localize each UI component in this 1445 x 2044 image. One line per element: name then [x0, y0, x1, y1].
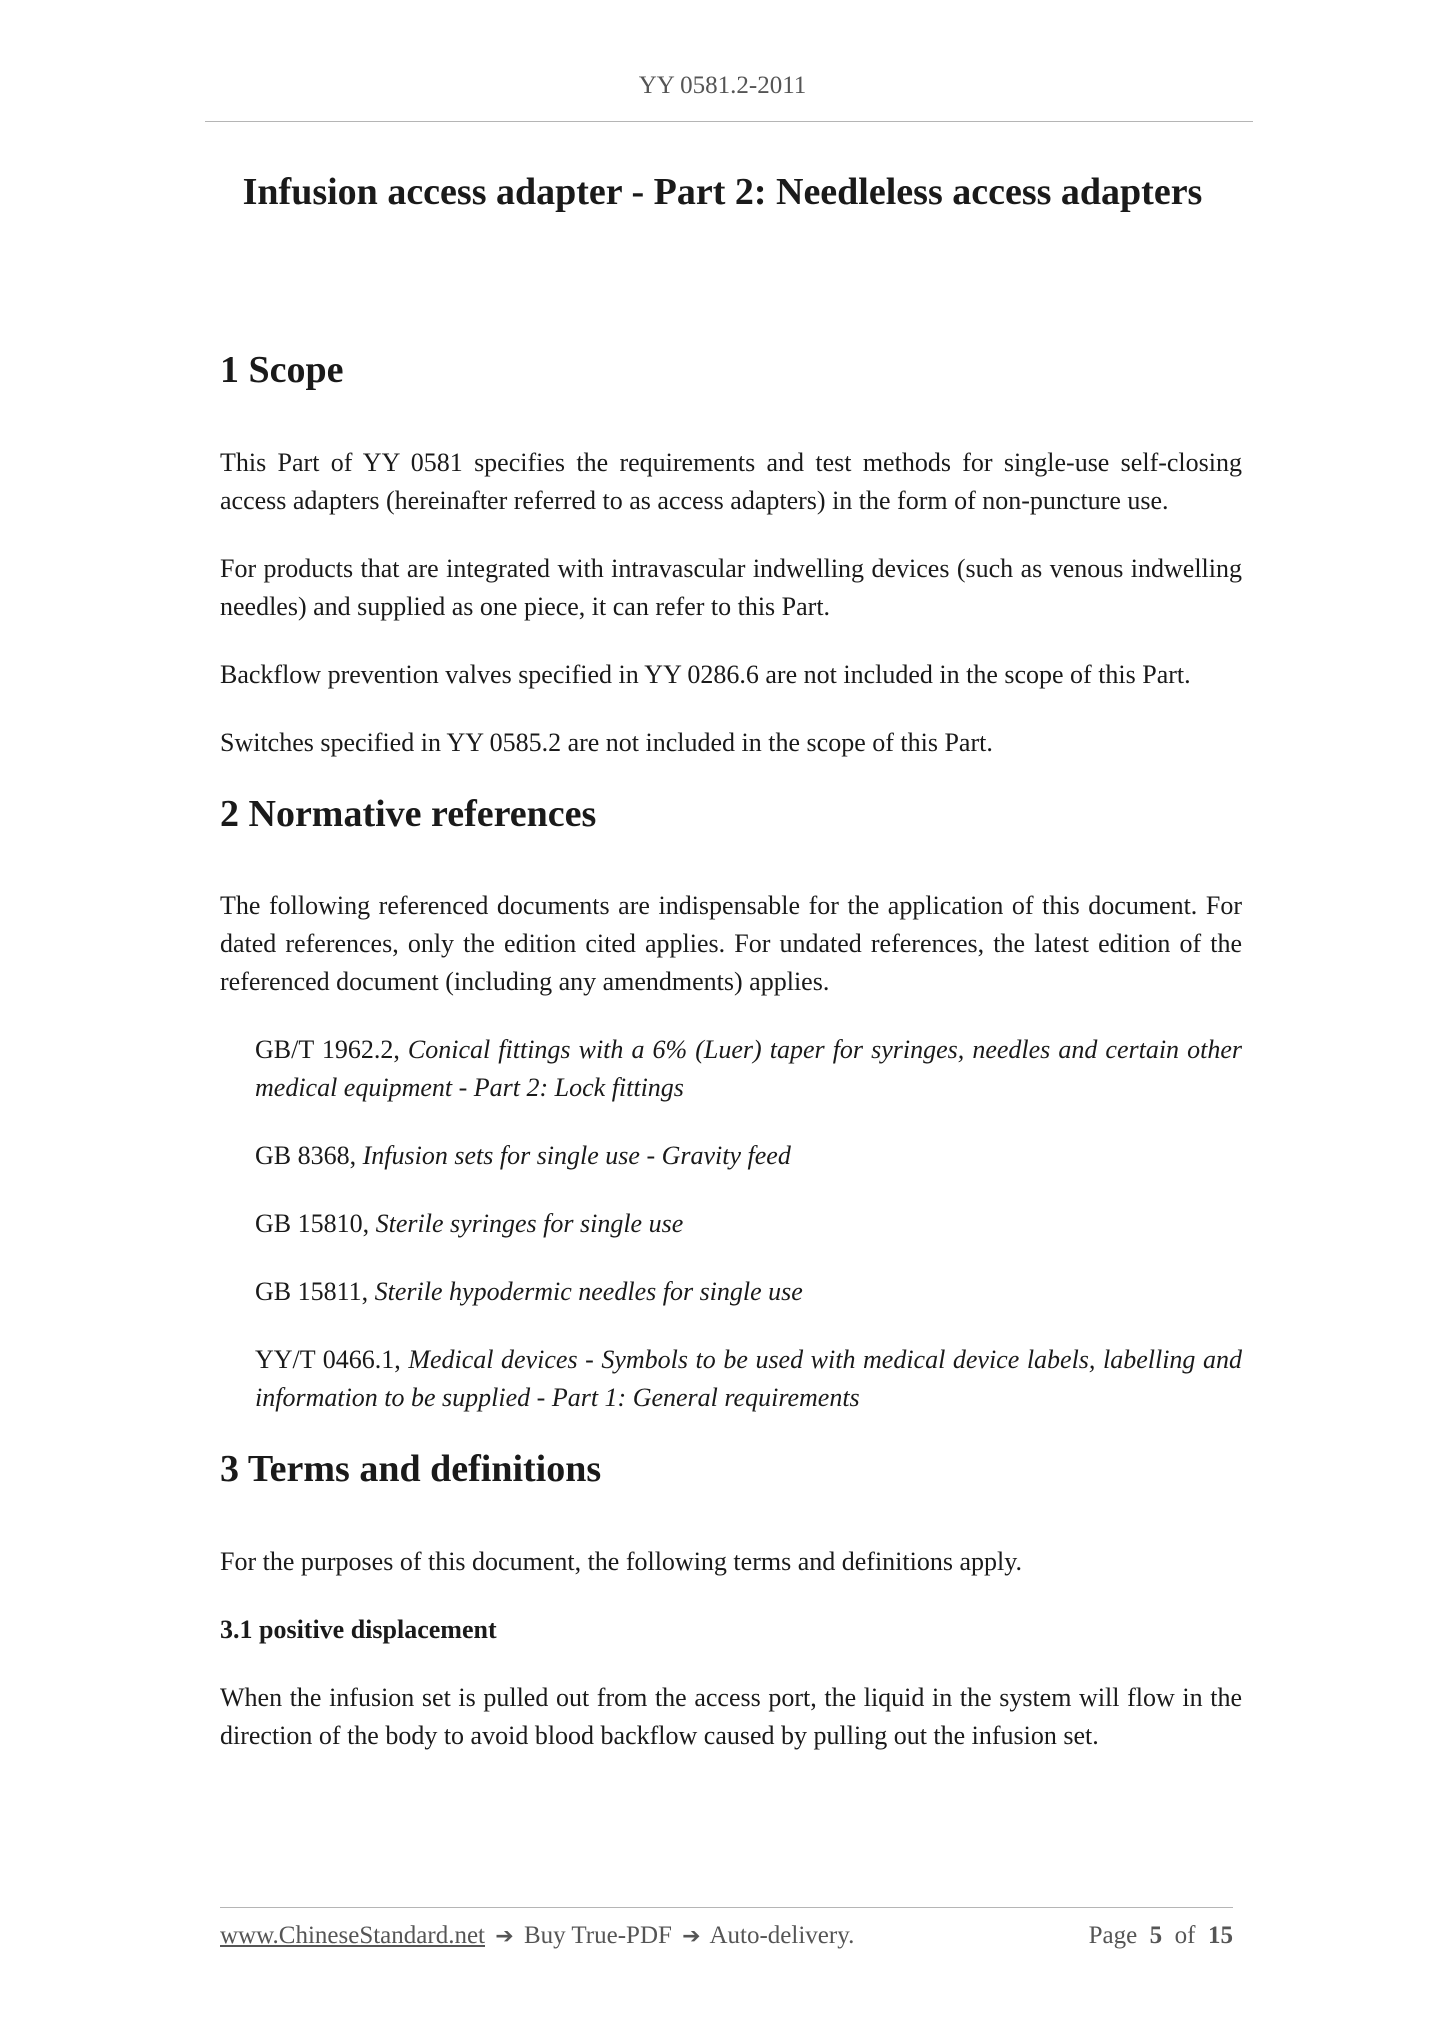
footer-rule: [220, 1907, 1233, 1908]
scope-paragraph: This Part of YY 0581 specifies the requirements and test methods for single-use self-closing access adapters (hereinafter referred to as access adapters) in the form of non-puncture use.: [220, 447, 1242, 515]
buy-pdf-text: Buy True-PDF: [523, 1922, 672, 1949]
reference-code: GB 15811,: [255, 1277, 369, 1307]
page-label: Page: [1088, 1922, 1138, 1949]
website-link[interactable]: www.ChineseStandard.net: [220, 1922, 485, 1949]
arrow-right-icon: ➔: [495, 1924, 514, 1949]
section-heading-normative: 2 Normative references: [220, 792, 597, 835]
reference-title: Sterile syringes for single use: [375, 1209, 684, 1239]
reference-item: [255, 1031, 1242, 1107]
scope-paragraph: Backflow prevention valves specified in YY 0286.6 are not included in the scope of this Part.: [220, 659, 1191, 689]
auto-delivery-text: Auto-delivery.: [709, 1922, 855, 1949]
reference-code: GB/T 1962.2,: [255, 1035, 400, 1065]
reference-code: GB 15810,: [255, 1209, 370, 1239]
header-doc-id: YY 0581.2-2011: [638, 72, 807, 99]
reference-item: [255, 1273, 1242, 1311]
header-rule: [205, 121, 1253, 122]
reference-code: GB 8368,: [255, 1141, 357, 1171]
reference-title: Medical devices - Symbols to be used with medical device labels, labelling and information to be supplied - Part 1: General requirements: [255, 1345, 1242, 1413]
normative-intro: The following referenced documents are indispensable for the application of this document. For dated references, only the edition cited applies. For undated references, the latest edition of the referenced document (including any amendments) applies.: [220, 891, 1242, 997]
term-definition: When the infusion set is pulled out from the access port, the liquid in the system will flow in the direction of the body to avoid blood backflow caused by pulling out the infusion set.: [220, 1682, 1242, 1750]
terms-intro: For the purposes of this document, the following terms and definitions apply.: [220, 1546, 1023, 1576]
reference-code: YY/T 0466.1,: [255, 1345, 401, 1375]
main-content: [220, 348, 1242, 1785]
arrow-right-icon: ➔: [682, 1924, 701, 1949]
reference-title: Infusion sets for single use - Gravity feed: [362, 1141, 791, 1171]
document-title: Infusion access adapter - Part 2: Needleless access adapters: [242, 171, 1203, 213]
reference-item: [255, 1137, 1242, 1175]
scope-paragraph: For products that are integrated with intravascular indwelling devices (such as venous indwelling needles) and supplied as one piece, it can refer to this Part.: [220, 553, 1242, 621]
term-heading: 3.1 positive displacement: [220, 1614, 497, 1644]
reference-title: Conical fittings with a 6% (Luer) taper for syringes, needles and certain other medical equipment - Part 2: Lock fittings: [255, 1035, 1243, 1103]
of-label: of: [1174, 1922, 1196, 1949]
section-heading-scope: 1 Scope: [220, 349, 344, 391]
footer-left: [220, 1922, 854, 1950]
page-number: 5: [1149, 1922, 1163, 1949]
scope-paragraph: Switches specified in YY 0585.2 are not included in the scope of this Part.: [220, 727, 993, 757]
reference-item: [255, 1341, 1242, 1417]
section-heading-terms: 3 Terms and definitions: [220, 1448, 602, 1491]
page-total: 15: [1208, 1922, 1233, 1949]
reference-title: Sterile hypodermic needles for single use: [374, 1277, 803, 1307]
reference-item: [255, 1205, 1242, 1243]
page-indicator: [1089, 1922, 1233, 1950]
